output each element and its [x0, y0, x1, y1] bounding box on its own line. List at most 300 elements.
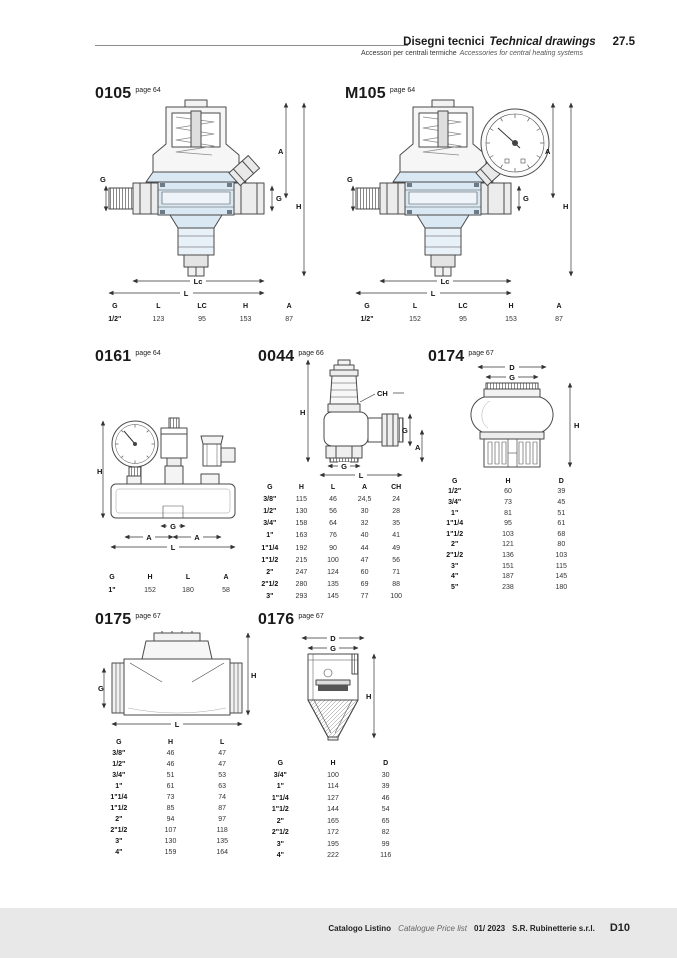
table-cell: 165	[327, 817, 339, 825]
table-cell: A	[556, 303, 562, 310]
table-cell: 159	[164, 849, 177, 856]
table-cell: 152	[409, 316, 421, 323]
table-row	[254, 518, 412, 530]
technical-drawing-0176	[272, 633, 392, 745]
table-cell: A	[223, 574, 229, 581]
table-cell: 28	[392, 507, 401, 515]
table-row	[93, 313, 311, 326]
dim-label: G	[509, 373, 515, 382]
table-cell: G	[277, 760, 284, 768]
table-cell: 135	[216, 838, 229, 845]
table-cell: 163	[295, 532, 308, 540]
dimension-table-0161	[93, 571, 245, 597]
table-row	[254, 566, 412, 578]
technical-drawing-0044	[272, 358, 430, 480]
dim-label: L	[358, 471, 364, 480]
table-cell: 85	[166, 805, 175, 812]
table-row	[93, 584, 245, 597]
table-cell: 136	[502, 551, 514, 559]
table-cell: G	[451, 477, 458, 485]
table-cell: 153	[505, 316, 517, 323]
table-row	[93, 814, 248, 825]
title-italian: Disegni tecnici	[403, 36, 485, 48]
table-header-row	[428, 476, 588, 487]
table-header-row	[254, 481, 412, 493]
table-row	[254, 591, 412, 603]
table-row	[428, 540, 588, 551]
technical-drawing-0174	[438, 362, 588, 470]
table-row	[93, 759, 248, 770]
table-cell: 2"	[276, 817, 284, 825]
dim-label: G	[341, 462, 347, 471]
table-cell: 71	[392, 568, 401, 576]
table-cell: 1"	[276, 783, 284, 791]
table-cell: 35	[392, 520, 401, 528]
product-code: 0105	[95, 85, 132, 102]
table-row	[428, 518, 588, 529]
check-valve-body	[112, 631, 242, 715]
pressure-gauge	[112, 421, 158, 476]
subtitle-english: Accessories for central heating systems	[459, 50, 583, 57]
table-cell: 24	[392, 495, 401, 503]
table-cell: 1/2"	[108, 316, 122, 323]
table-cell: 1"1/2	[261, 556, 279, 564]
table-cell: D	[383, 760, 389, 768]
valve-cross-section	[109, 100, 264, 276]
gauge-needle-hub	[512, 140, 518, 146]
product-code: 0175	[95, 611, 132, 628]
table-cell: A	[362, 483, 368, 491]
table-row	[93, 836, 248, 847]
product-code: M105	[345, 85, 386, 102]
dimension-table-0174	[428, 476, 588, 593]
table-cell: 95	[459, 316, 467, 323]
table-cell: 100	[327, 771, 339, 779]
technical-drawing-m105	[347, 97, 582, 299]
dimension-table-0176	[254, 758, 412, 862]
table-cell: G	[112, 303, 118, 310]
table-cell: 30	[360, 507, 369, 515]
table-row	[428, 561, 588, 572]
manifold-unit	[111, 418, 235, 518]
table-cell: 61	[166, 783, 175, 790]
table-cell: 2"	[451, 541, 459, 549]
table-row	[254, 530, 412, 542]
product-code: 0044	[258, 348, 295, 365]
table-cell: H	[243, 303, 249, 310]
table-cell: 164	[216, 849, 229, 856]
dim-label: G	[100, 175, 106, 184]
table-cell: 24,5	[357, 495, 372, 503]
table-header-row	[93, 571, 245, 584]
dim-label: G	[347, 175, 353, 184]
table-cell: 95	[504, 520, 512, 528]
table-row	[254, 793, 412, 805]
dimension-table-m105	[343, 300, 583, 326]
table-cell: 81	[504, 509, 512, 517]
table-cell: 63	[218, 783, 227, 790]
safety-valve-body	[324, 360, 403, 462]
table-cell: H	[330, 760, 336, 768]
table-cell: 51	[166, 772, 175, 779]
table-cell: L	[156, 303, 161, 310]
table-row	[93, 748, 248, 759]
table-cell: 87	[555, 316, 563, 323]
table-cell: 5"	[451, 583, 459, 591]
table-cell: 222	[327, 852, 339, 860]
table-row	[93, 781, 248, 792]
table-cell: 3/4"	[263, 520, 277, 528]
table-cell: 1"	[115, 783, 123, 790]
table-cell: 4"	[276, 852, 284, 860]
dim-label: D	[509, 363, 515, 372]
air-vent	[161, 418, 187, 466]
page-reference: page 64	[135, 87, 161, 94]
footer-text	[328, 922, 630, 934]
dim-label: G	[523, 194, 529, 203]
product-code: 0176	[258, 611, 295, 628]
table-cell: 46	[166, 761, 175, 768]
table-row	[428, 529, 588, 540]
dim-label: G	[402, 426, 408, 435]
pressure-gauge	[481, 109, 549, 177]
page-reference: page 67	[135, 613, 161, 620]
table-cell: 180	[555, 583, 568, 591]
table-cell: L	[412, 303, 418, 310]
dim-label: G	[98, 684, 104, 693]
table-cell: 118	[216, 827, 228, 834]
table-cell: 47	[218, 761, 227, 768]
table-cell: 280	[295, 581, 308, 589]
table-cell: 153	[239, 316, 252, 323]
footer-label-english: Catalogue Price list	[398, 924, 467, 933]
table-cell: 1"1/4	[446, 520, 464, 528]
table-cell: 2"1/2	[261, 581, 279, 589]
table-cell: 1"1/4	[271, 794, 289, 802]
page-reference: page 64	[389, 87, 416, 94]
table-cell: G	[267, 483, 273, 491]
dim-label: Lc	[193, 277, 203, 286]
table-row	[93, 847, 248, 858]
footer-bar	[0, 908, 677, 958]
product-header-0176	[258, 612, 324, 628]
technical-drawing-0175	[98, 630, 258, 730]
table-row	[254, 542, 412, 554]
table-row	[254, 579, 412, 591]
table-cell: 69	[360, 581, 369, 589]
table-cell: 1"1/2	[446, 530, 464, 538]
table-cell: 68	[557, 530, 566, 538]
strainer	[484, 439, 540, 467]
table-cell: 1"1/4	[261, 544, 279, 552]
table-cell: 87	[285, 316, 294, 323]
table-cell: 80	[557, 541, 566, 549]
dim-label: H	[300, 408, 306, 417]
table-cell: 74	[218, 794, 227, 801]
table-header-row	[93, 737, 248, 748]
table-row	[254, 505, 412, 517]
dim-label: D	[330, 634, 336, 643]
dim-label: A	[146, 533, 152, 542]
table-cell: 47	[218, 750, 227, 757]
table-cell: 192	[295, 544, 308, 552]
dim-label: A	[545, 147, 551, 156]
dim-label: L	[174, 720, 180, 729]
section-number: 27.5	[612, 36, 635, 48]
table-cell: 2"1/2	[446, 551, 464, 559]
dim-label: H	[366, 692, 372, 701]
table-cell: 4"	[451, 573, 459, 581]
table-row	[93, 792, 248, 803]
table-cell: 100	[390, 593, 403, 601]
table-cell: 88	[392, 581, 401, 589]
table-cell: 40	[360, 532, 369, 540]
table-cell: 130	[295, 507, 308, 515]
table-row	[428, 508, 588, 519]
table-cell: 44	[360, 544, 369, 552]
footer-label-italian: Catalogo Listino	[328, 924, 392, 933]
product-code: 0161	[95, 348, 132, 365]
table-cell: G	[364, 303, 370, 310]
table-cell: 127	[327, 794, 339, 802]
product-header-0161	[95, 349, 161, 365]
table-cell: G	[116, 739, 122, 746]
subtitle-italian: Accessori per centrali termiche	[360, 50, 457, 57]
table-cell: 135	[327, 581, 339, 589]
table-row	[428, 582, 588, 593]
table-row	[254, 554, 412, 566]
dim-label: G	[170, 522, 176, 531]
table-cell: 114	[327, 783, 339, 791]
table-cell: 56	[329, 507, 337, 515]
dim-label: CH	[377, 389, 388, 398]
table-cell: 1"	[266, 532, 274, 540]
table-cell: 1/2"	[112, 761, 126, 768]
table-cell: D	[558, 477, 564, 485]
table-cell: 1"1/4	[110, 794, 128, 801]
table-row	[93, 770, 248, 781]
table-cell: 51	[557, 509, 566, 517]
strainer-cone	[308, 700, 358, 740]
table-cell: 65	[381, 817, 390, 825]
table-cell: 61	[557, 520, 566, 528]
table-cell: 124	[327, 568, 339, 576]
table-row	[254, 493, 412, 505]
table-cell: 94	[166, 816, 175, 823]
table-cell: 151	[502, 562, 514, 570]
product-header-0175	[95, 612, 161, 628]
table-cell: 39	[381, 783, 390, 791]
table-cell: 1/2"	[448, 488, 462, 496]
table-cell: 41	[392, 532, 401, 540]
table-cell: 152	[144, 587, 156, 594]
table-cell: 87	[218, 805, 227, 812]
table-row	[254, 816, 412, 828]
table-cell: 115	[295, 495, 307, 503]
table-cell: 90	[329, 544, 337, 552]
table-row	[254, 781, 412, 793]
conical-strainer-body	[308, 654, 358, 740]
page-subtitle	[361, 50, 583, 57]
page-title	[403, 36, 635, 48]
table-cell: 116	[380, 852, 392, 860]
table-cell: 3"	[115, 838, 123, 845]
table-row	[428, 571, 588, 582]
table-cell: 115	[555, 562, 567, 570]
table-row	[254, 850, 412, 862]
technical-drawing-0105	[100, 97, 312, 299]
page-reference: page 64	[135, 350, 161, 357]
table-row	[428, 550, 588, 561]
table-cell: 2"1/2	[110, 827, 128, 834]
table-cell: 3"	[451, 562, 459, 570]
table-row	[343, 313, 583, 326]
dim-label: H	[563, 202, 569, 211]
table-cell: 76	[329, 532, 337, 540]
page-reference: page 66	[298, 350, 324, 357]
table-cell: 49	[392, 544, 401, 552]
table-header-row	[93, 300, 311, 313]
dimension-table-0175	[93, 737, 248, 858]
table-cell: 58	[222, 587, 230, 594]
table-cell: 1"1/2	[110, 805, 128, 812]
table-cell: 3/4"	[112, 772, 126, 779]
dimension-table-0044	[254, 481, 412, 603]
table-row	[254, 827, 412, 839]
page-reference: page 67	[298, 613, 324, 620]
table-header-row	[343, 300, 583, 313]
table-cell: 1"	[451, 509, 459, 517]
table-row	[254, 770, 412, 782]
table-cell: 39	[557, 488, 566, 496]
table-cell: 180	[182, 587, 194, 594]
table-cell: 144	[327, 806, 339, 814]
table-cell: 100	[327, 556, 339, 564]
table-cell: 60	[504, 488, 512, 496]
table-cell: 46	[381, 794, 390, 802]
table-cell: 187	[502, 573, 514, 581]
dim-label: G	[330, 644, 336, 653]
table-cell: 56	[392, 556, 401, 564]
table-row	[93, 825, 248, 836]
dim-label: G	[276, 194, 282, 203]
table-cell: L	[330, 483, 336, 491]
table-row	[93, 803, 248, 814]
table-row	[254, 804, 412, 816]
table-cell: 73	[504, 498, 512, 506]
foot-valve-body	[471, 383, 553, 467]
title-english: Technical drawings	[489, 36, 596, 48]
table-cell: 45	[557, 498, 566, 506]
table-cell: 1/2"	[263, 507, 277, 515]
table-row	[428, 487, 588, 498]
table-cell: 107	[164, 827, 177, 834]
table-cell: 77	[360, 593, 369, 601]
table-cell: 97	[218, 816, 227, 823]
table-cell: H	[298, 483, 304, 491]
table-cell: 3/4"	[448, 498, 462, 506]
footer-page-code: D10	[609, 922, 630, 934]
table-cell: 130	[164, 838, 177, 845]
dimension-table-0105	[93, 300, 311, 326]
footer-company: S.R. Rubinetterie s.r.l.	[512, 924, 595, 933]
header-divider	[95, 45, 408, 46]
table-cell: 172	[327, 829, 339, 837]
table-cell: G	[109, 574, 115, 581]
table-cell: 3/8"	[263, 495, 277, 503]
table-cell: 103	[555, 551, 568, 559]
dim-label: L	[430, 289, 436, 298]
table-cell: 158	[295, 520, 308, 528]
table-cell: 32	[360, 520, 369, 528]
dim-label: L	[183, 289, 189, 298]
table-cell: 3"	[276, 840, 284, 848]
table-cell: 99	[381, 840, 390, 848]
table-cell: 123	[152, 316, 165, 323]
footer-edition: 01/ 2023	[473, 924, 506, 933]
table-cell: 2"	[266, 568, 274, 576]
table-row	[254, 839, 412, 851]
table-cell: 103	[502, 530, 514, 538]
table-cell: A	[286, 303, 292, 310]
table-cell: 2"	[115, 816, 123, 823]
table-cell: 1"1/2	[271, 806, 289, 814]
table-cell: 53	[218, 772, 227, 779]
table-row	[428, 497, 588, 508]
table-header-row	[254, 758, 412, 770]
table-cell: 54	[381, 806, 390, 814]
table-cell: 3/4"	[273, 771, 287, 779]
table-cell: 1/2"	[360, 316, 374, 323]
dim-label: H	[296, 202, 302, 211]
table-cell: H	[505, 477, 511, 485]
table-cell: 46	[329, 495, 337, 503]
dim-label: A	[278, 147, 284, 156]
safety-valve	[201, 436, 235, 466]
table-cell: 3/8"	[112, 750, 126, 757]
product-code: 0174	[428, 348, 465, 365]
table-cell: 247	[295, 568, 308, 576]
table-cell: 64	[329, 520, 337, 528]
table-cell: 293	[295, 593, 308, 601]
table-cell: 215	[295, 556, 308, 564]
table-cell: 121	[502, 541, 514, 549]
table-cell: 2"1/2	[271, 829, 289, 837]
page-reference: page 67	[468, 350, 494, 357]
table-cell: 1"	[108, 587, 116, 594]
table-cell: 238	[502, 583, 514, 591]
table-cell: 95	[198, 316, 206, 323]
table-cell: 30	[381, 771, 390, 779]
table-cell: 195	[327, 840, 339, 848]
dim-label: H	[97, 467, 103, 476]
table-cell: L	[185, 574, 191, 581]
table-cell: 47	[360, 556, 369, 564]
technical-drawing-0161	[97, 408, 247, 553]
table-cell: LC	[458, 303, 468, 310]
dim-label: L	[170, 543, 176, 552]
dim-label: H	[574, 421, 580, 430]
table-cell: 60	[360, 568, 369, 576]
table-cell: 73	[166, 794, 175, 801]
dim-label: Lc	[440, 277, 450, 286]
dim-label: A	[415, 443, 421, 452]
table-cell: L	[220, 739, 225, 746]
table-cell: 145	[327, 593, 339, 601]
table-cell: 3"	[266, 593, 274, 601]
dim-label: A	[194, 533, 200, 542]
table-cell: H	[508, 303, 514, 310]
